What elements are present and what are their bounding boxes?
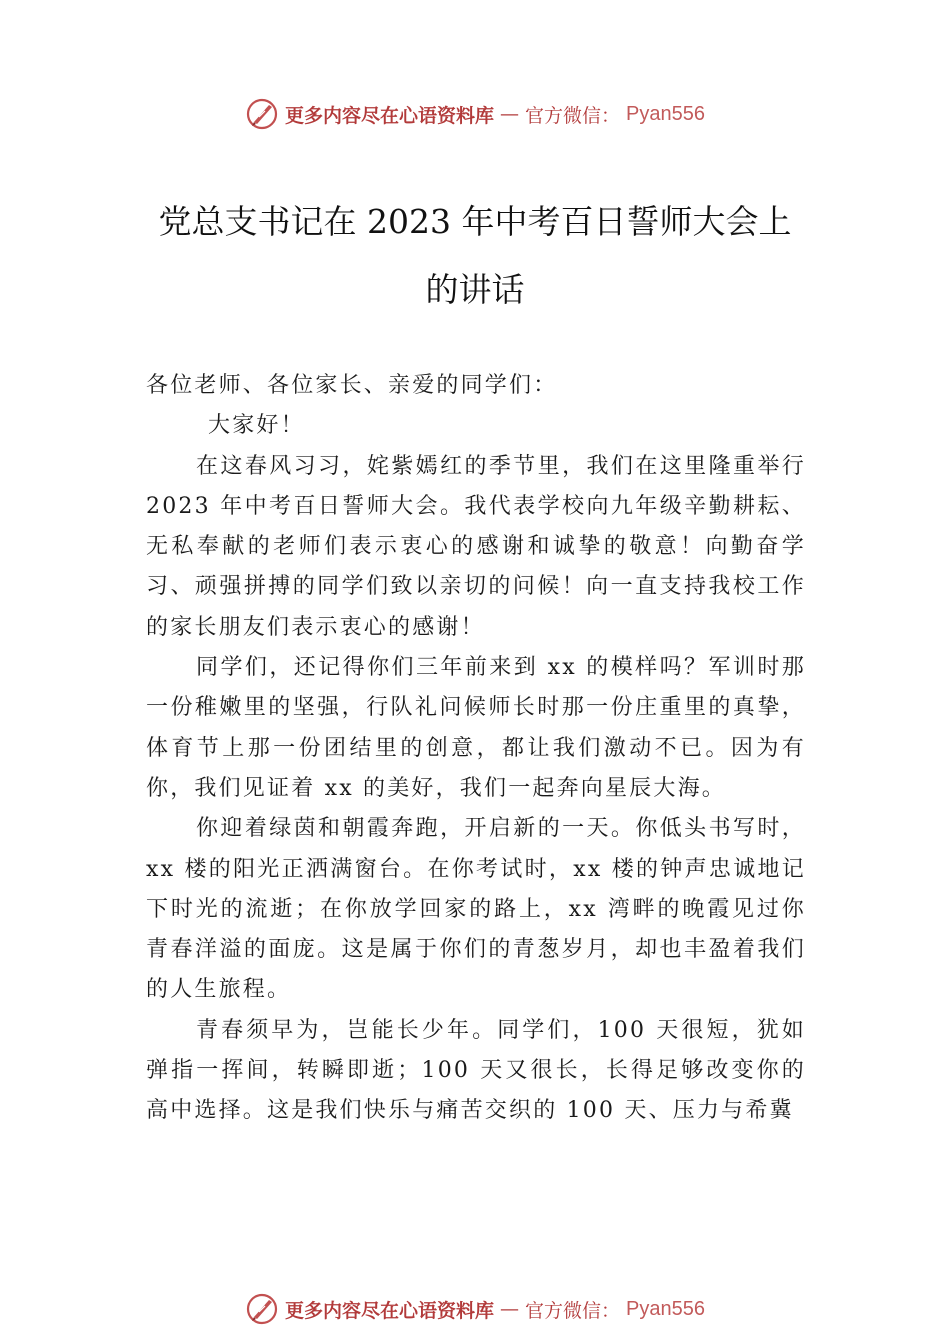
paragraph: 你迎着绿茵和朝霞奔跑，开启新的一天。你低头书写时，xx 楼的阳光正洒满窗台。在你考试时，xx 楼的钟声忠诚地记下时光的流逝；在你放学回家的路上，xx 湾畔的晚霞见过你青春洋溢的面庞。这是属于你们的青葱岁月，却也丰盈着我们的人生旅程。 [146,816,806,1003]
wechat-label: 官方微信： [525,104,621,127]
quill-logo-icon [245,1292,279,1326]
brand-separator: — [500,103,520,125]
paragraph: 在这春风习习，姹紫嫣红的季节里，我们在这里隆重举行 2023 年中考百日誓师大会。我代表学校向九年级辛勤耕耘、无私奉献的老师们表示衷心的感谢和诚挚的敬意！向勤奋学习、顽强拼搏的同学们致以亲切的问候！向一直支持我校工作的家长朋友们表示衷心的感谢！ [146,453,806,640]
brand-name: 更多内容尽在心语资料库 [285,1299,495,1322]
paragraph: 青春须早为，岂能长少年。同学们，100 天很短，犹如弹指一挥间，转瞬即逝；100 天又很长，长得足够改变你的高中选择。这是我们快乐与痛苦交织的 100 天、压力与希冀 [146,1017,806,1124]
salutation: 各位老师、各位家长、亲爱的同学们： [146,373,558,398]
brand-name: 更多内容尽在心语资料库 [285,104,495,127]
quill-logo-icon [245,97,279,131]
greeting: 大家好！ [208,413,305,439]
brand-separator: — [500,1298,520,1320]
footer-watermark [0,1291,950,1327]
header-watermark [0,96,950,132]
wechat-id: Pyan556 [626,1297,705,1320]
document-title [100,188,850,324]
title-line-2: 的讲话 [425,270,525,309]
document-body [146,366,806,1132]
paragraph: 同学们，还记得你们三年前来到 xx 的模样吗？军训时那一份稚嫩里的坚强，行队礼问候师长时那一份庄重里的真挚，体育节上那一份团结里的创意，都让我们激动不已。因为有你，我们见证着 xx 的美好，我们一起奔向星辰大海。 [146,655,806,801]
title-line-1: 党总支书记在 2023 年中考百日誓师大会上 [158,202,792,241]
wechat-id: Pyan556 [626,102,705,125]
wechat-label: 官方微信： [525,1299,621,1322]
